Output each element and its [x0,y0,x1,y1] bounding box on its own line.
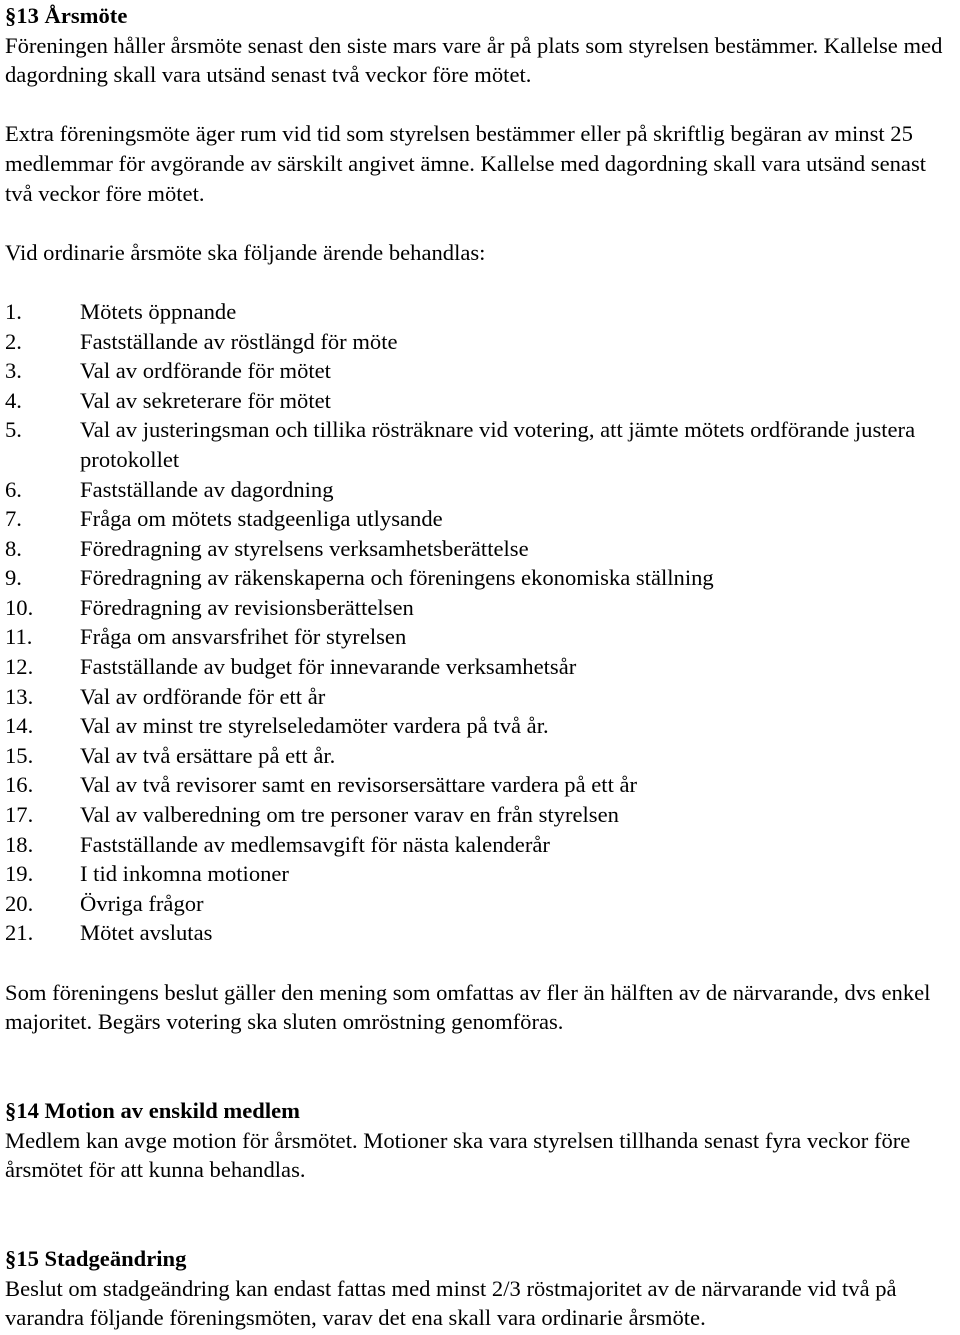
agenda-item [5,711,957,741]
agenda-item-number: 3. [5,358,22,384]
agenda-item-text: Val av två revisorer samt en revisorsersättare vardera på ett år [80,772,638,798]
agenda-item [5,593,957,623]
agenda-item-number: 8. [5,535,22,561]
agenda-item-number: 14. [5,713,34,739]
agenda-list [5,297,957,948]
section-15-heading: §15 Stadgeändring [5,1245,187,1271]
spacer [5,1037,957,1096]
spacer [5,267,957,297]
agenda-item-text: Fastställande av budget för innevarande verksamhetsår [80,654,577,680]
agenda-item-text: Val av två ersättare på ett år. [80,742,336,768]
agenda-item-number: 16. [5,772,34,798]
agenda-item [5,327,957,357]
section-14 [5,1096,957,1185]
agenda-item-number: 9. [5,565,22,591]
agenda-item-text: Mötets öppnande [80,298,237,324]
agenda-item [5,386,957,416]
agenda-item-text: Övriga frågor [80,890,204,916]
agenda-item-text: I tid inkomna motioner [80,861,289,887]
agenda-intro: Vid ordinarie årsmöte ska följande ärende behandlas: [5,239,486,265]
agenda-item-text: Val av justeringsman och tillika rösträknare vid votering, att jämte mötets ordförande justera protokollet [80,417,916,472]
agenda-item-number: 20. [5,890,34,916]
section-13-paragraph-1: Föreningen håller årsmöte senast den siste mars vare år på plats som styrelsen bestämmer. Kallelse med dagordning skall vara utsänd senast två veckor före mötet. [5,32,943,88]
agenda-item [5,770,957,800]
agenda-item-text: Fråga om mötets stadgeenliga utlysande [80,506,443,532]
agenda-item-number: 11. [5,624,33,650]
agenda-item-text: Fastställande av röstlängd för möte [80,328,398,354]
section-13 [5,1,957,1037]
agenda-item-number: 13. [5,683,34,709]
agenda-item-text: Föredragning av styrelsens verksamhetsberättelse [80,535,529,561]
spacer [5,1185,957,1244]
agenda-item-text: Föredragning av revisionsberättelsen [80,594,414,620]
agenda-item-number: 18. [5,831,34,857]
agenda-item-text: Fastställande av medlemsavgift för nästa kalenderår [80,831,550,857]
agenda-item-text: Fastställande av dagordning [80,476,334,502]
section-13-closing: Som föreningens beslut gäller den mening som omfattas av fler än hälften av de närvarande, dvs enkel majoritet. Begärs votering ska sluten omröstning genomföras. [5,979,931,1035]
agenda-item-text: Val av sekreterare för mötet [80,387,331,413]
agenda-item-text: Fråga om ansvarsfrihet för styrelsen [80,624,407,650]
agenda-item-text: Val av minst tre styrelseledamöter vardera på två år. [80,713,549,739]
agenda-item-number: 5. [5,417,22,443]
agenda-item-number: 4. [5,387,22,413]
agenda-item-number: 2. [5,328,22,354]
agenda-item-text: Val av ordförande för mötet [80,358,331,384]
agenda-item [5,534,957,564]
section-14-body: Medlem kan avge motion för årsmötet. Motioner ska vara styrelsen tillhanda senast fyra veckor före årsmötet för att kunna behandlas. [5,1127,911,1183]
agenda-item [5,800,957,830]
agenda-item [5,682,957,712]
agenda-item-number: 6. [5,476,22,502]
agenda-item [5,889,957,919]
agenda-item-number: 17. [5,802,34,828]
agenda-item-number: 1. [5,298,22,324]
agenda-item [5,741,957,771]
section-13-paragraph-2: Extra föreningsmöte äger rum vid tid som styrelsen bestämmer eller på skriftlig begäran av minst 25 medlemmar för avgörande av särskilt angivet ämne. Kallelse med dagordning skall vara utsänd senast två veckor före mötet. [5,121,927,206]
agenda-item [5,652,957,682]
agenda-item-text: Val av valberedning om tre personer varav en från styrelsen [80,802,619,828]
spacer [5,208,957,238]
agenda-item-number: 10. [5,594,34,620]
agenda-item-text: Föredragning av räkenskaperna och föreningens ekonomiska ställning [80,565,714,591]
section-13-heading: §13 Årsmöte [5,3,128,28]
agenda-item-number: 15. [5,742,34,768]
agenda-item-number: 7. [5,506,22,532]
agenda-item [5,415,957,474]
agenda-item-number: 21. [5,920,34,946]
agenda-item-number: 12. [5,654,34,680]
agenda-item [5,297,957,327]
agenda-item [5,563,957,593]
agenda-item-text: Mötet avslutas [80,920,213,946]
agenda-item-text: Val av ordförande för ett år [80,683,326,709]
agenda-item [5,859,957,889]
section-15-body: Beslut om stadgeändring kan endast fattas med minst 2/3 röstmajoritet av de närvarande vid två på varandra följande föreningsmöten, varav det ena skall vara ordinarie årsmöte. [5,1275,897,1331]
spacer [5,90,957,120]
agenda-item [5,622,957,652]
agenda-item [5,504,957,534]
document-page [5,1,957,1333]
agenda-item [5,918,957,948]
spacer [5,948,957,978]
section-15 [5,1244,957,1333]
agenda-item [5,356,957,386]
section-14-heading: §14 Motion av enskild medlem [5,1097,300,1123]
agenda-item [5,830,957,860]
agenda-item-number: 19. [5,861,34,887]
agenda-item [5,475,957,505]
